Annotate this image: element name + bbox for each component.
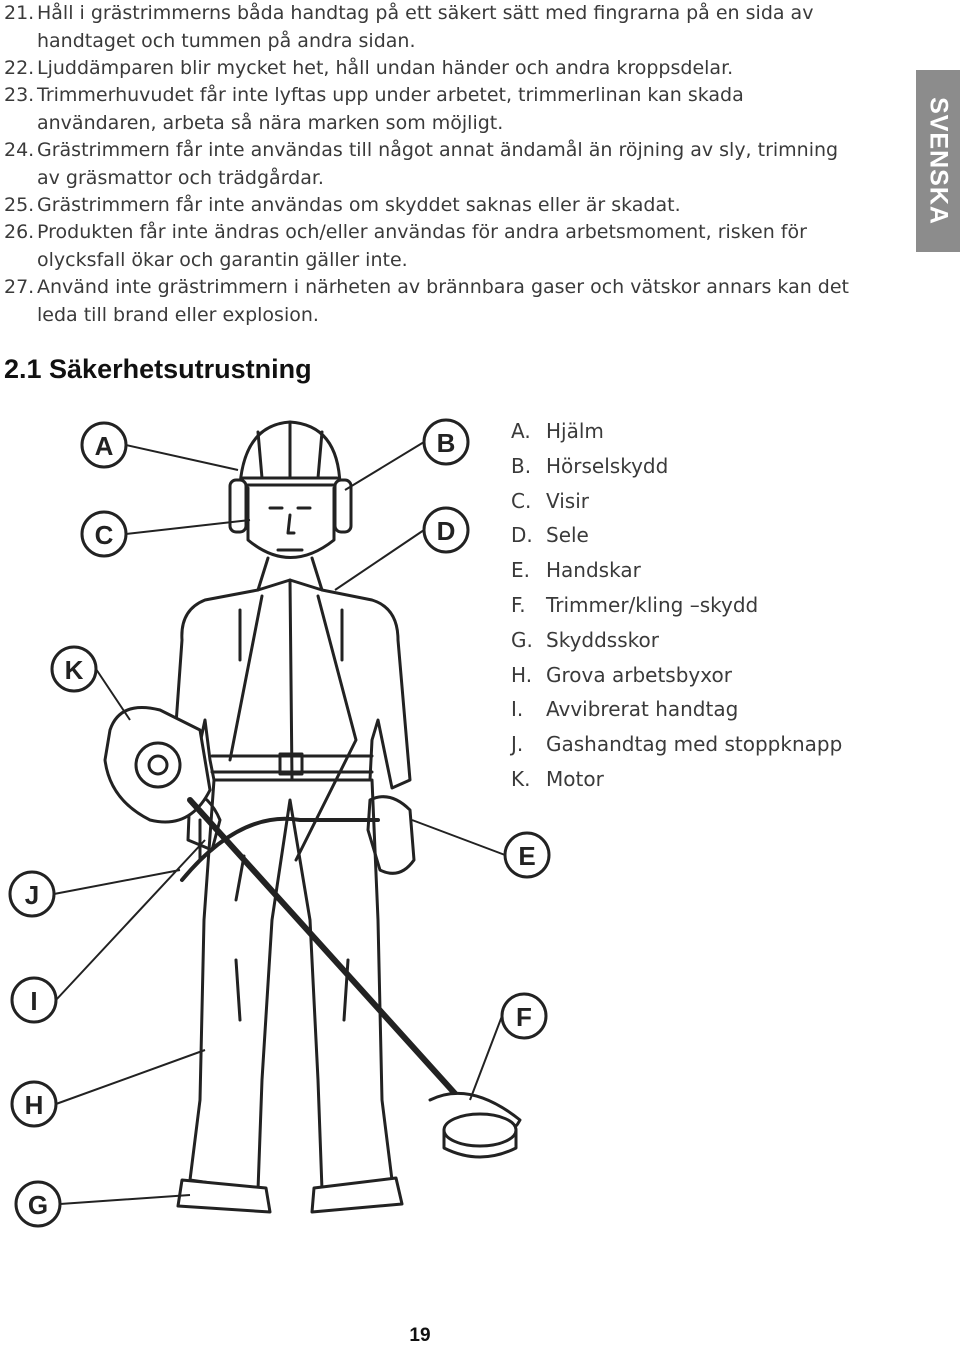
callout-e-label: E	[518, 841, 536, 871]
legend-label: Handskar	[546, 558, 641, 583]
trimmer-shaft	[190, 800, 468, 1108]
rule-number: 22.	[4, 57, 35, 79]
legend-label: Grova arbetsbyxor	[546, 662, 732, 687]
legend-letter: E.	[511, 558, 530, 583]
callout-h-label: H	[24, 1090, 44, 1120]
legend-label: Hjälm	[546, 419, 604, 443]
legend-letter: J.	[511, 732, 524, 757]
callout-b-label: B	[436, 428, 456, 458]
rule-text: Grästrimmern får inte användas till något annat ändamål än röjning av sly, trimning av gräsmattor och trädgårdar.	[37, 139, 839, 189]
legend-label: Gashandtag med stoppknapp	[546, 732, 843, 757]
callout-k-label: K	[64, 655, 84, 685]
safety-equipment-illustration	[0, 400, 560, 1260]
legend-item	[511, 727, 871, 762]
rule-text: Trimmerhuvudet får inte lyftas upp under arbetet, trimmerlinan kan skada användaren, arbeta så nära marken som möjligt.	[37, 84, 744, 134]
callout-c-label: C	[94, 520, 114, 550]
rule-24	[0, 137, 860, 192]
legend-label: Motor	[546, 766, 604, 791]
legend-item	[511, 518, 871, 553]
callout-a-label: A	[94, 431, 114, 461]
legend-item	[511, 588, 871, 623]
legend-label: Hörselskydd	[546, 453, 669, 478]
rule-21	[0, 0, 860, 55]
boot-left	[178, 1180, 270, 1212]
legend-item	[511, 414, 871, 449]
legend-letter: I.	[511, 697, 524, 722]
legend-label: Skyddsskor	[546, 627, 659, 652]
legend-label: Trimmer/kling –skydd	[546, 592, 759, 617]
legend-letter: A.	[511, 419, 531, 443]
legend-letter: G.	[511, 627, 533, 652]
legend-label: Sele	[546, 523, 589, 548]
rule-27	[0, 274, 860, 329]
rule-number: 21.	[4, 2, 35, 24]
legend-letter: K.	[511, 766, 531, 791]
rule-text: Grästrimmern får inte användas om skyddet saknas eller är skadat.	[37, 194, 681, 216]
legend-item	[511, 692, 871, 727]
rule-number: 27.	[4, 276, 35, 298]
rule-number: 26.	[4, 221, 35, 243]
callout-f-label: F	[516, 1002, 532, 1032]
rule-22	[0, 55, 860, 83]
legend-label: Avvibrerat handtag	[546, 697, 739, 722]
legend-item	[511, 553, 871, 588]
legend-letter: H.	[511, 662, 533, 687]
rule-text: Håll i grästrimmerns båda handtag på ett säkert sätt med fingrarna på en sida av handtaget och tummen på andra sidan.	[37, 2, 814, 52]
legend-item	[511, 623, 871, 658]
rule-26	[0, 219, 860, 274]
rule-25	[0, 192, 860, 220]
rule-text: Produkten får inte ändras och/eller användas för andra arbetsmoment, risken för olycksfall ökar och garantin gäller inte.	[37, 221, 807, 271]
rule-number: 23.	[4, 84, 35, 106]
language-tab-label: SVENSKA	[924, 97, 953, 225]
legend-item	[511, 658, 871, 693]
legend-item	[511, 449, 871, 484]
callout-j-label: J	[24, 880, 40, 910]
legend-item	[511, 484, 871, 519]
rule-23	[0, 82, 860, 137]
boot-right	[312, 1178, 402, 1212]
rule-text: Använd inte grästrimmern i närheten av brännbara gaser och vätskor annars kan det leda till brand eller explosion.	[37, 276, 849, 326]
trimmer-head	[444, 1114, 516, 1146]
rule-text: Ljuddämparen blir mycket het, håll undan händer och andra kroppsdelar.	[37, 57, 734, 79]
callout-g-label: G	[27, 1190, 49, 1220]
legend-letter: B.	[511, 453, 532, 478]
legend-label: Visir	[546, 488, 589, 513]
page-number: 19	[409, 1325, 431, 1346]
legend-item	[511, 762, 871, 797]
rule-number: 24.	[4, 139, 35, 161]
legend-letter: D.	[511, 523, 533, 548]
legend-letter: C.	[511, 488, 532, 513]
ear-muff-left	[230, 480, 246, 532]
face-shape	[248, 488, 334, 558]
callout-d-label: D	[436, 516, 456, 546]
callout-i-label: I	[30, 986, 38, 1016]
equipment-legend	[511, 414, 871, 797]
language-tab	[916, 70, 960, 252]
section-title: 2.1 Säkerhetsutrustning	[4, 354, 312, 384]
rule-number: 25.	[4, 194, 35, 216]
legend-letter: F.	[511, 592, 526, 617]
